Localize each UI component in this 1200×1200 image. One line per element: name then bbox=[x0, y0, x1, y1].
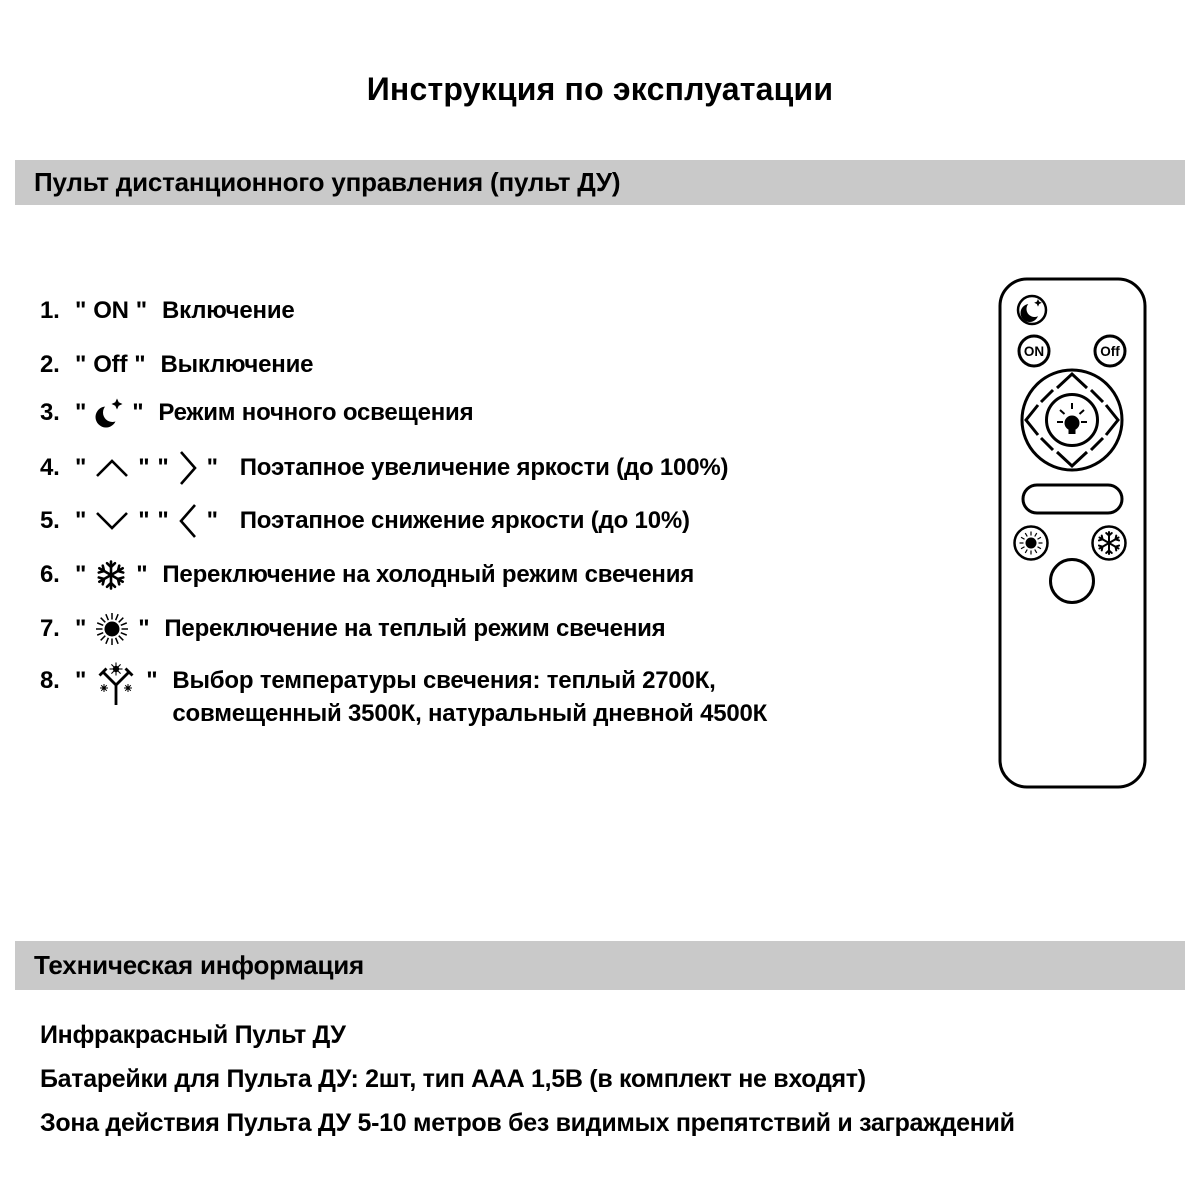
dpad-brightness-control bbox=[1022, 370, 1122, 470]
list-item-brightness-up bbox=[40, 448, 728, 488]
item-number: 5. bbox=[40, 507, 60, 534]
list-item-off bbox=[40, 345, 313, 385]
tech-info-line: Инфракрасный Пульт ДУ bbox=[40, 1021, 346, 1049]
off-key-label: Off bbox=[93, 351, 128, 378]
item-text: Переключение на теплый режим свечения bbox=[164, 615, 666, 642]
power-on-button bbox=[1019, 336, 1049, 366]
quote-mark: " bbox=[138, 454, 150, 481]
night-mode-button bbox=[1018, 296, 1046, 324]
quote-mark: " bbox=[75, 561, 87, 588]
list-item-on bbox=[40, 291, 295, 331]
power-off-button bbox=[1095, 336, 1125, 366]
quote-mark: " bbox=[75, 399, 87, 426]
on-button-label: ON bbox=[1023, 344, 1045, 359]
list-item-brightness-down bbox=[40, 501, 690, 541]
preset-pill-button bbox=[1023, 485, 1122, 513]
color-temp-icon bbox=[94, 661, 138, 707]
item-text: Включение bbox=[161, 297, 295, 324]
item-number: 1. bbox=[40, 297, 60, 324]
section-header-remote-label: Пульт дистанционного управления (пульт ДУ) bbox=[34, 167, 621, 197]
cold-mode-button bbox=[1093, 527, 1126, 560]
on-key-label: ON bbox=[93, 297, 129, 324]
round-button bbox=[1051, 560, 1094, 603]
quote-mark: " bbox=[206, 454, 218, 481]
chevron-up-icon bbox=[94, 457, 130, 479]
moon-night-icon bbox=[94, 395, 124, 431]
page-title: Инструкция по эксплуатации bbox=[366, 71, 834, 107]
item-number: 8. bbox=[40, 667, 60, 694]
list-item-color-temp bbox=[40, 664, 767, 736]
quote-mark: " bbox=[206, 507, 218, 534]
quote-mark: " bbox=[136, 561, 148, 588]
item-text-line1: Выбор температуры свечения: теплый 2700К, bbox=[172, 667, 716, 694]
quote-mark: " bbox=[132, 399, 144, 426]
item-text: Поэтапное снижение яркости (до 10%) bbox=[239, 507, 690, 534]
list-item-warm-mode bbox=[40, 609, 666, 649]
quote-mark: " bbox=[75, 507, 87, 534]
list-item-cold-mode bbox=[40, 555, 694, 595]
warm-sun-icon bbox=[94, 611, 130, 647]
quote-mark: " bbox=[75, 454, 87, 481]
item-number: 6. bbox=[40, 561, 60, 588]
quote-mark: " bbox=[75, 615, 87, 642]
section-header-tech bbox=[15, 941, 1185, 990]
tech-info-line: Батарейки для Пульта ДУ: 2шт, тип ААА 1,5В (в комплект не входят) bbox=[40, 1065, 866, 1093]
off-button-label: Off bbox=[1100, 344, 1120, 359]
warm-mode-button bbox=[1015, 527, 1048, 560]
angle-left-icon bbox=[177, 501, 199, 541]
tech-info-line: Зона действия Пульта ДУ 5-10 метров без видимых препятствий и заграждений bbox=[40, 1109, 1015, 1137]
quote-mark: " bbox=[135, 297, 147, 324]
quote-mark: " bbox=[75, 667, 87, 694]
quote-mark: " bbox=[157, 454, 169, 481]
quote-mark: " bbox=[138, 615, 150, 642]
item-text bbox=[172, 664, 767, 730]
item-number: 4. bbox=[40, 454, 60, 481]
list-item-night-mode bbox=[40, 393, 473, 433]
section-header-remote bbox=[15, 160, 1185, 205]
quote-mark: " bbox=[75, 351, 87, 378]
quote-mark: " bbox=[157, 507, 169, 534]
item-text-line2: совмещенный 3500К, натуральный дневной 4500К bbox=[172, 700, 768, 727]
remote-control-diagram bbox=[978, 268, 1162, 798]
warm-sun-icon bbox=[1026, 538, 1037, 549]
angle-right-icon bbox=[177, 448, 199, 488]
item-number: 7. bbox=[40, 615, 60, 642]
item-number: 3. bbox=[40, 399, 60, 426]
chevron-down-icon bbox=[94, 510, 130, 532]
snowflake-icon bbox=[94, 558, 128, 592]
item-text: Поэтапное увеличение яркости (до 100%) bbox=[239, 454, 729, 481]
quote-mark: " bbox=[138, 507, 150, 534]
item-text: Переключение на холодный режим свечения bbox=[162, 561, 695, 588]
section-header-tech-label: Техническая информация bbox=[34, 950, 364, 980]
item-number: 2. bbox=[40, 351, 60, 378]
item-text: Выключение bbox=[160, 351, 314, 378]
quote-mark: " bbox=[134, 351, 146, 378]
quote-mark: " bbox=[75, 297, 87, 324]
quote-mark: " bbox=[146, 667, 158, 694]
item-text: Режим ночного освещения bbox=[158, 399, 474, 426]
